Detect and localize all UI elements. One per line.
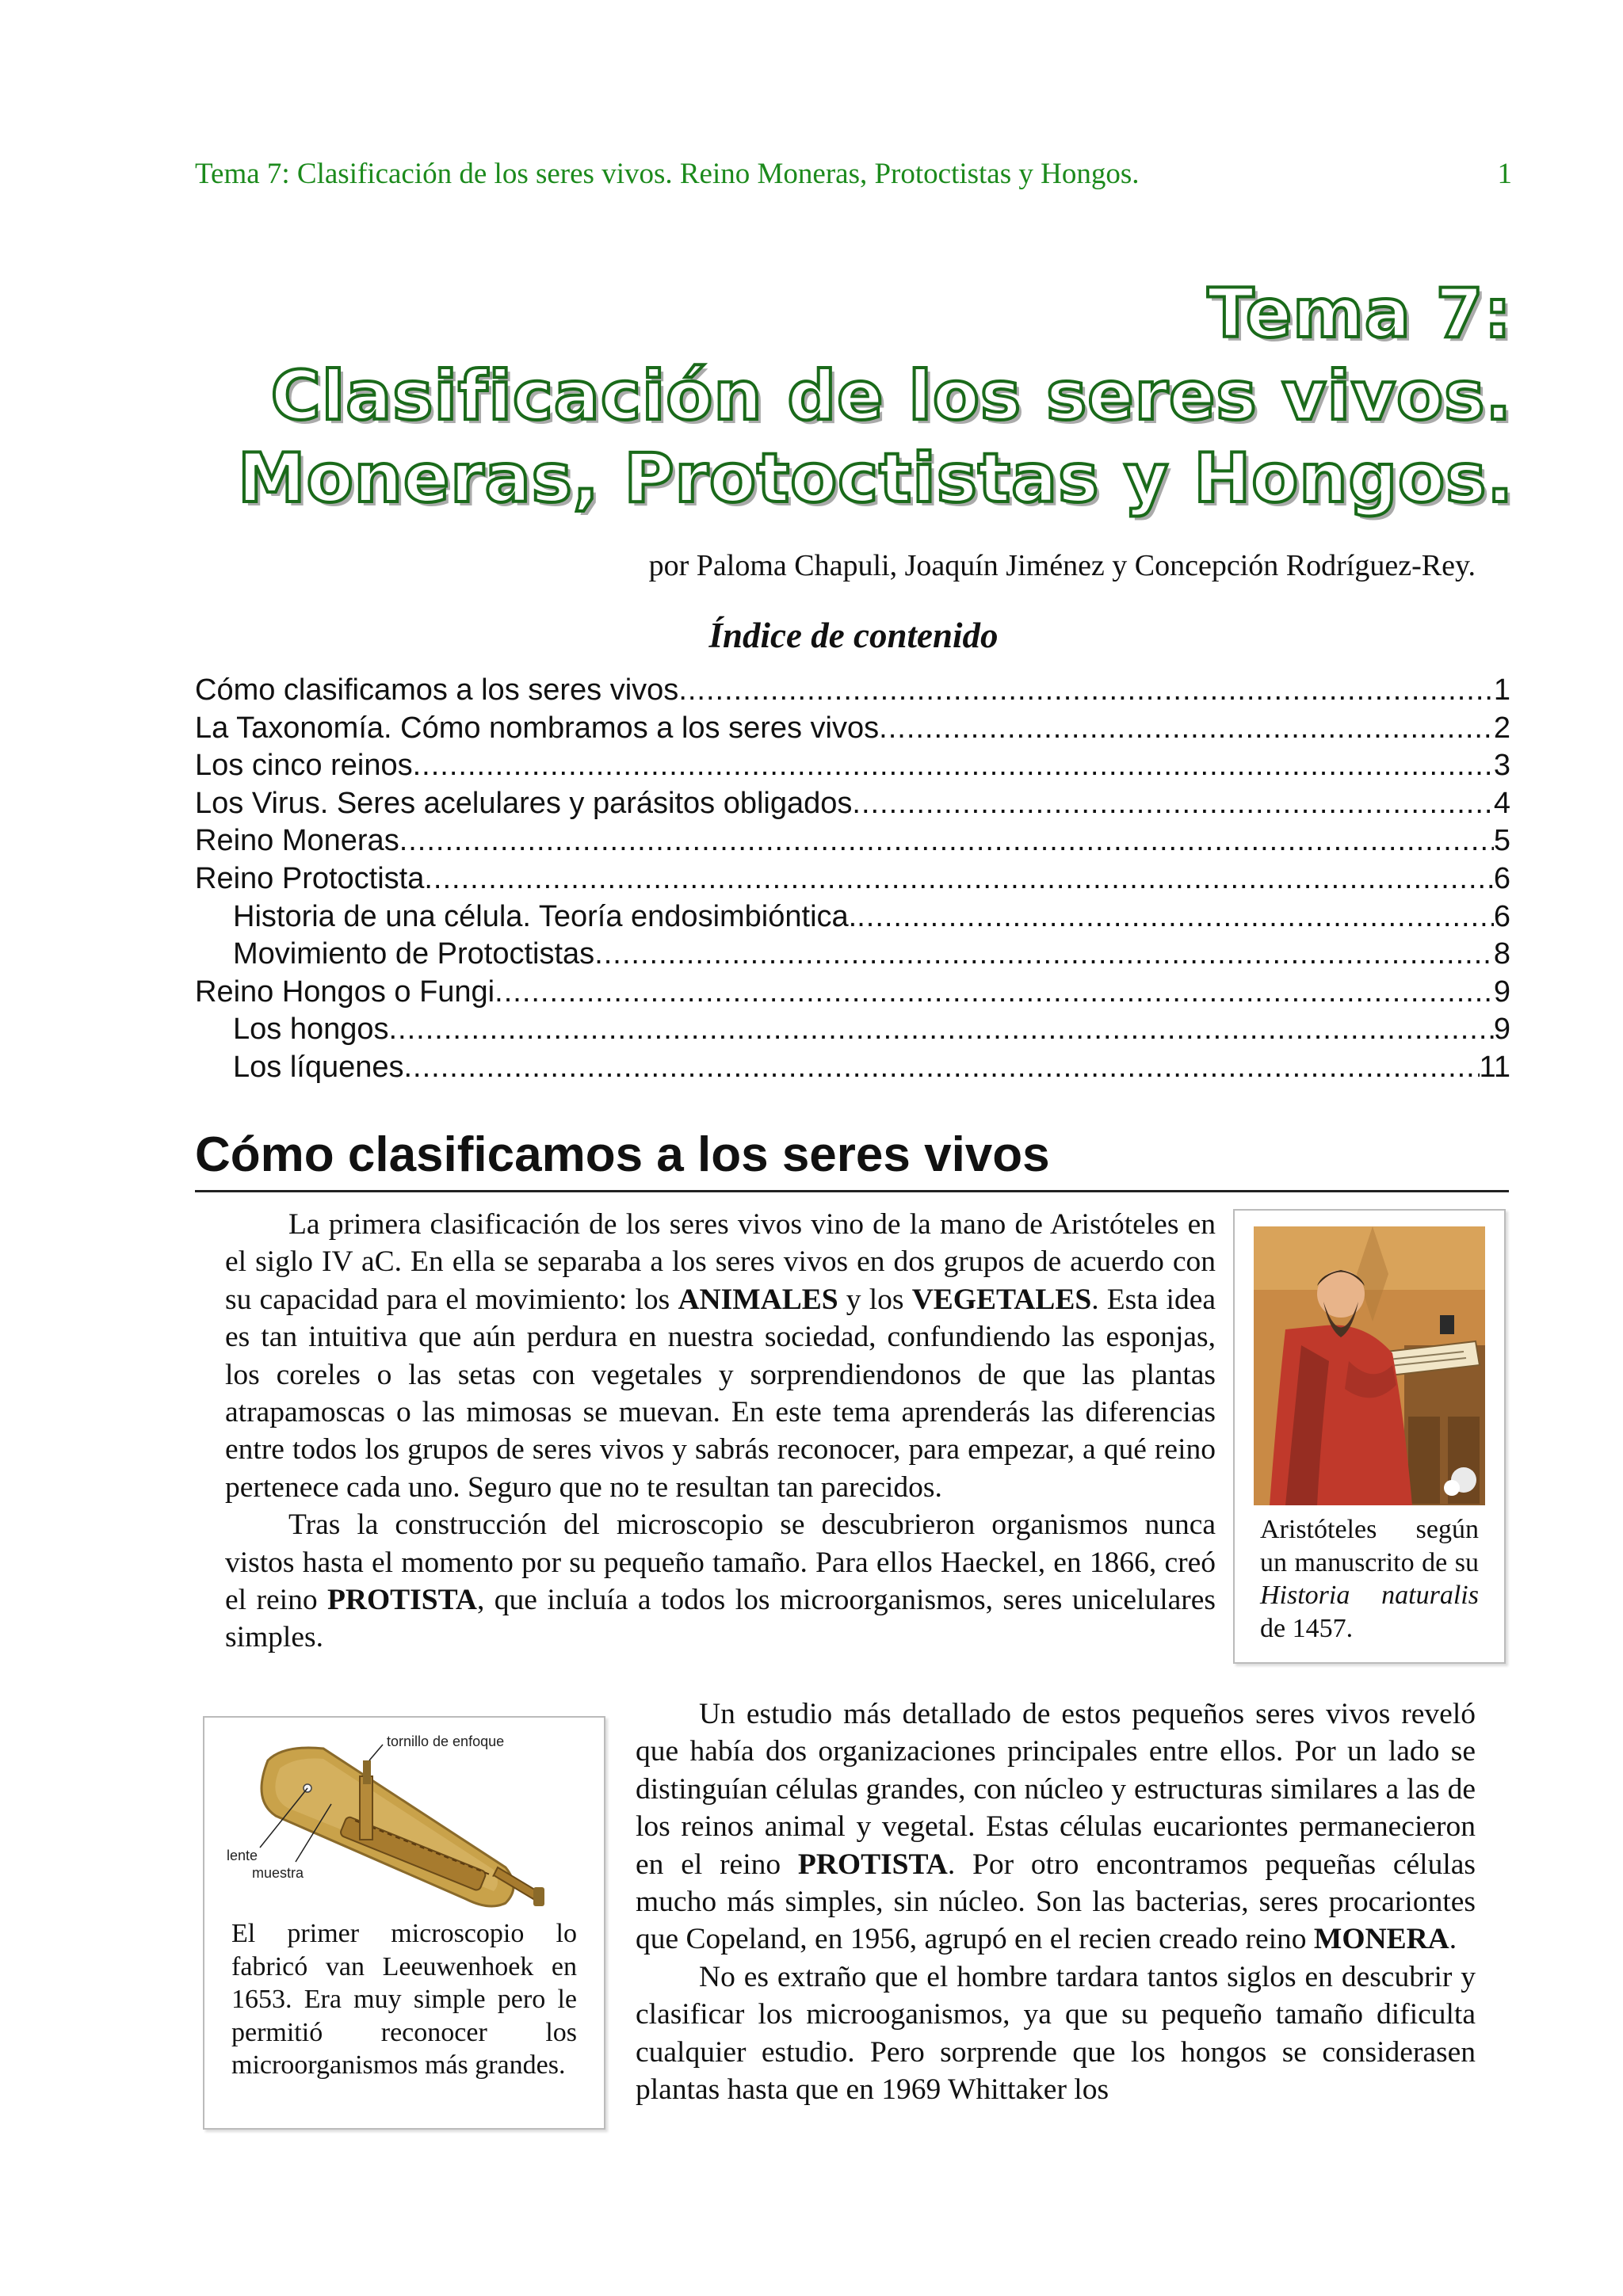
toc-entry-label: Los cinco reinos: [195, 749, 413, 783]
toc-subentry[interactable]: [195, 898, 1510, 936]
toc-entry-page: 8: [1493, 937, 1510, 971]
leeuwenhoek-microscope-illustration: [220, 1729, 588, 1911]
aristotle-figure: [1233, 1209, 1506, 1664]
toc-entry-page: 11: [1479, 1050, 1510, 1084]
page-number: 1: [1497, 158, 1512, 190]
toc-entry-label: Reino Moneras: [195, 824, 399, 858]
paragraph-4: No es extraño que el hombre tardara tantos siglos en descubrir y clasificar los microoganismos, ya que su pequeño tamaño dificulta cualquier estudio. Pero sorprende que los hongos se considerasen plantas hasta que en 1969 Whittaker los: [636, 1960, 1476, 2107]
toc-entry-label: Los hongos: [233, 1013, 389, 1047]
body-text-lower: [636, 1695, 1476, 2108]
label-lente: lente: [227, 1848, 258, 1863]
toc-entry-page: 1: [1493, 673, 1510, 707]
label-tornillo-enfoque: tornillo de enfoque: [387, 1733, 505, 1749]
toc-entry-label: La Taxonomía. Cómo nombramos a los seres vivos: [195, 711, 880, 745]
toc-entry-page: 9: [1493, 1013, 1510, 1047]
toc-title: Índice de contenido: [708, 616, 999, 655]
authors-line: por Paloma Chapuli, Joaquín Jiménez y Concepción Rodríguez-Rey.: [648, 549, 1476, 582]
toc-entry-label: Los Virus. Seres acelulares y parásitos obligados: [195, 786, 853, 820]
toc-entry-label: Historia de una célula. Teoría endosimbióntica.: [233, 899, 857, 933]
title-line-1: Tema 7:: [1207, 274, 1512, 353]
toc-entry-label: Reino Hongos o Fungi: [195, 974, 495, 1009]
microscope-caption: El primer microscopio lo fabricó van Leeuwenhoek en 1653. Era muy simple pero le permitió reconocer los microorganismos más grandes.: [231, 1919, 577, 2080]
aristotle-caption: Aristóteles según un manuscrito de su Historia naturalis de 1457.: [1260, 1515, 1479, 1643]
label-muestra: muestra: [252, 1865, 304, 1881]
toc-subentry[interactable]: [195, 1011, 1510, 1049]
microscope-figure: [203, 1716, 605, 2130]
paragraph-1: La primera clasificación de los seres vivos vino de la mano de Aristóteles en el siglo IV aC. En ella se separaba a los seres vivos en dos grupos de acuerdo con su capacidad para el movimiento: los ANIMALES y los VEGETALES. Esta idea es tan intuitiva que aún perdura en nuestra sociedad, confundiendo las esponjas, los coreles o las setas con vegetales y sorprendiendonos de que las plantas atrapamoscas o las mimosas se muevan. En este tema aprenderás las diferencias entre todos los grupos de seres vivos y sabrás reconocer, para empezar, a qué reino pertenece cada uno. Seguro que no te resultan tan parecidos.: [225, 1208, 1216, 1504]
paragraph-2: Tras la construcción del microscopio se descubrieron organismos nunca vistos hasta el momento por su pequeño tamaño. Para ellos Haeckel, en 1866, creó el reino PROTISTA, que incluía a todos los microorganismos, seres unicelulares simples.: [225, 1508, 1216, 1654]
paragraph-3: Un estudio más detallado de estos pequeños seres vivos reveló que había dos organizaciones principales entre ellos. Por un lado se distinguían células grandes, con núcleo y estructuras similares a las de los reinos animal y vegetal. Estas células eucariontes permanecieron en el reino PROTISTA. Por otro encontramos pequeñas células mucho más simples, sin núcleo. Son las bacterias, seres procariontes que Copeland, en 1956, agrupó en el recien creado reino MONERA.: [636, 1698, 1476, 1956]
running-title: Tema 7: Clasificación de los seres vivos. Reino Moneras, Protoctistas y Hongos.: [195, 158, 1140, 190]
aristotle-manuscript-illustration: [1254, 1226, 1485, 1505]
toc-entry-page: 6: [1493, 861, 1510, 895]
toc-entry-page: 5: [1493, 824, 1510, 858]
title-line-3: Moneras, Protoctistas y Hongos.: [238, 439, 1514, 518]
toc-subentry[interactable]: [195, 1049, 1510, 1087]
toc-entry-label: Los líquenes: [233, 1050, 404, 1084]
section-heading: Cómo clasificamos a los seres vivos: [195, 1123, 1509, 1192]
document-title: [238, 273, 1512, 520]
toc-entry-label: Cómo clasificamos a los seres vivos: [195, 673, 679, 707]
toc-subentry[interactable]: [195, 936, 1510, 974]
table-of-contents: [195, 672, 1510, 1087]
toc-entry[interactable]: [195, 974, 1510, 1012]
toc-entry-page: 2: [1493, 711, 1510, 745]
toc-entry-label: Movimiento de Protoctistas: [233, 937, 595, 971]
body-text-upper: [225, 1206, 1216, 1657]
toc-entry-page: 6: [1493, 899, 1510, 933]
toc-entry[interactable]: [195, 785, 1510, 823]
toc-entry-page: 4: [1493, 786, 1510, 820]
toc-entry-page: 9: [1493, 974, 1510, 1009]
title-line-2: Clasificación de los seres vivos.: [270, 357, 1512, 436]
toc-entry[interactable]: [195, 860, 1510, 898]
toc-entry[interactable]: [195, 672, 1510, 710]
toc-entry[interactable]: [195, 822, 1510, 860]
toc-entry-label: Reino Protoctista: [195, 861, 425, 895]
toc-entry[interactable]: [195, 747, 1510, 785]
toc-entry-page: 3: [1493, 749, 1510, 783]
toc-entry[interactable]: [195, 710, 1510, 748]
running-header: [195, 155, 1512, 193]
